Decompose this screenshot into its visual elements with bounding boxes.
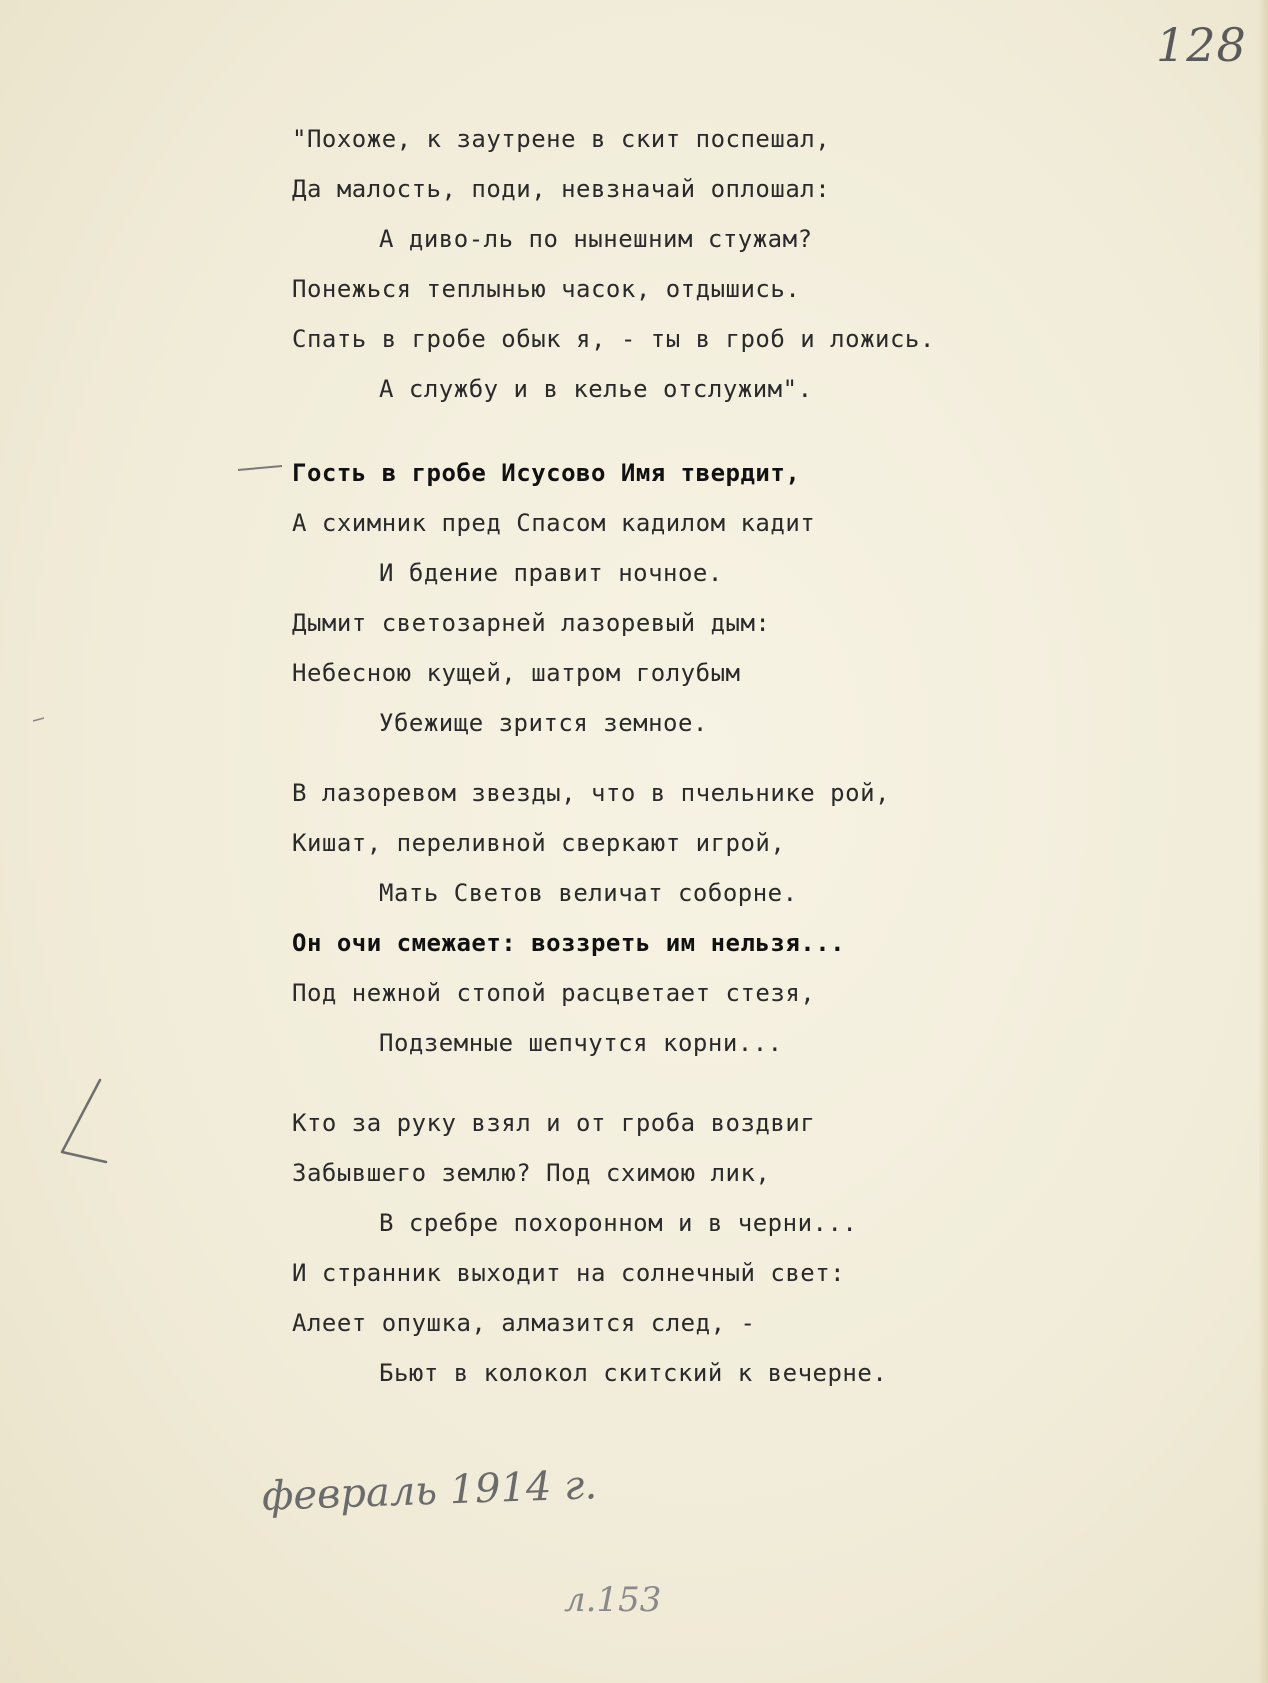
poem-line: Забывшего землю? Под схимою лик, [292, 1159, 771, 1187]
poem-line: Да малость, поди, невзначай оплошал: [292, 175, 831, 203]
poem-line: А диво-ль по нынешним стужам? [379, 225, 813, 253]
poem-line: Он очи смежает: воззреть им нельзя... [292, 929, 846, 957]
poem-line: Алеет опушка, алмазится след, - [292, 1309, 756, 1337]
poem-line: В лазоревом звезды, что в пчельнике рой, [292, 779, 890, 807]
poem-line: Небесною кущей, шатром голубым [292, 659, 741, 687]
poem-line: Мать Светов величат соборне. [379, 879, 798, 907]
poem-line: А службу и в келье отслужим". [379, 375, 813, 403]
poem-line: А схимник пред Спасом кадилом кадит [292, 509, 816, 537]
poem-line: Дымит светозарней лазоревый дым: [292, 609, 771, 637]
poem-line: Понежься теплынью часок, отдышись. [292, 275, 801, 303]
poem-line: Бьют в колокол скитский к вечерне. [379, 1359, 888, 1387]
poem-line: Убежище зрится земное. [379, 709, 708, 737]
pencil-dash-mark [32, 716, 46, 724]
poem-line: Под нежной стопой расцветает стезя, [292, 979, 816, 1007]
pencil-arrow-mark [56, 1078, 110, 1168]
pencil-tick-mark [236, 462, 284, 474]
poem-line: В сребре похоронном и в черни... [379, 1209, 858, 1237]
handwritten-date: февраль 1914 г. [261, 1462, 598, 1520]
poem-line: Подземные шепчутся корни... [379, 1029, 783, 1057]
page-edge-shadow [1258, 0, 1268, 1683]
poem-line: Кишат, переливной сверкают игрой, [292, 829, 786, 857]
poem-line: Гость в гробе Исусово Имя твердит, [292, 459, 801, 487]
poem-line: Кто за руку взял и от гроба воздвиг [292, 1109, 816, 1137]
poem-line: И странник выходит на солнечный свет: [292, 1259, 846, 1287]
poem-line: Спать в гробе обык я, - ты в гроб и ложись. [292, 325, 935, 353]
poem-line: "Похоже, к заутрене в скит поспешал, [292, 125, 831, 153]
poem-line: И бдение правит ночное. [379, 559, 723, 587]
folio-number: 128 [1156, 18, 1247, 72]
sheet-number: л.153 [564, 1580, 662, 1620]
